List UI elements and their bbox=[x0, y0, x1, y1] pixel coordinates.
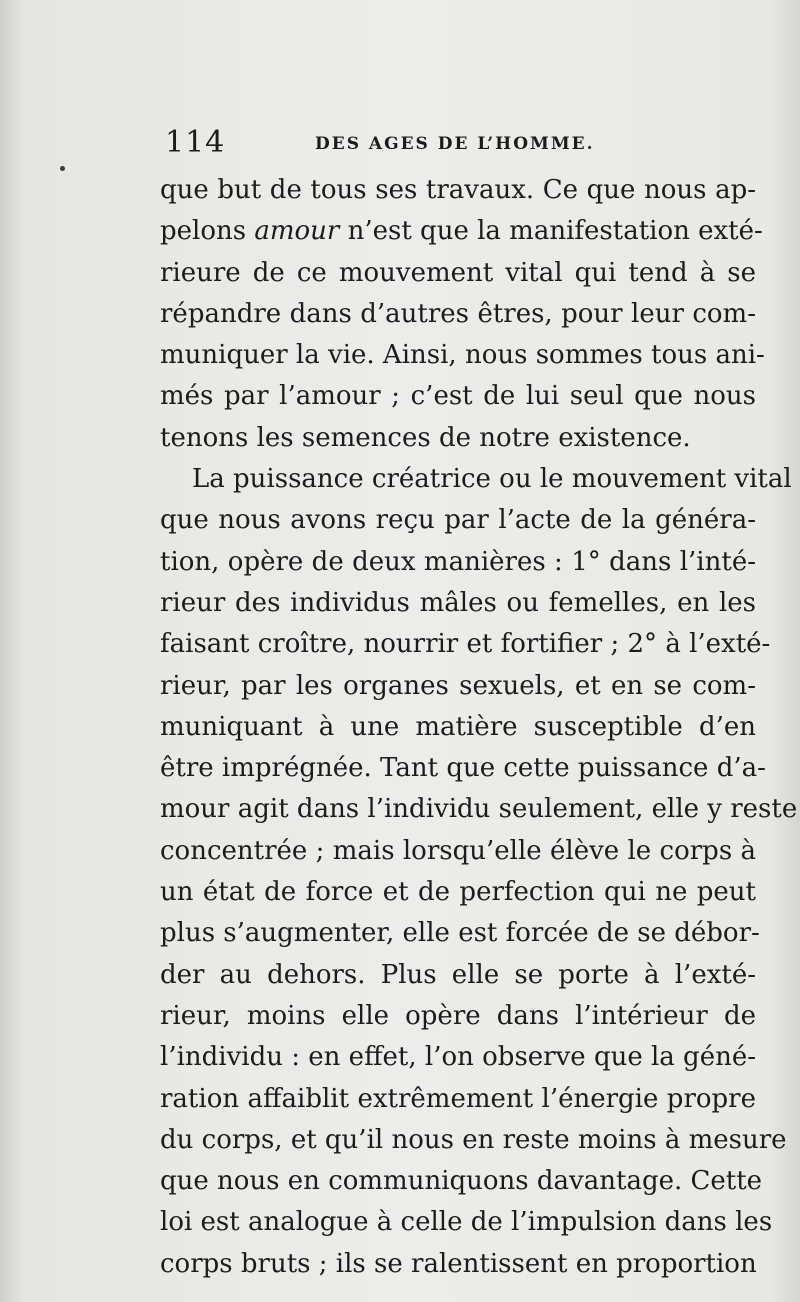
text-line: du corps, et qu’il nous en reste moins à mesure bbox=[160, 1124, 787, 1155]
text-line: un état de force et de perfection qui ne peut bbox=[160, 877, 756, 908]
text-line: plus s’augmenter, elle est forcée de se débor- bbox=[160, 918, 760, 949]
text-line: que nous en communiquons davantage. Cette bbox=[160, 1166, 763, 1197]
text-line: loi est analogue à celle de l’impulsion dans les bbox=[160, 1207, 773, 1238]
text-line: répandre dans d’autres êtres, pour leur com- bbox=[160, 298, 756, 329]
text-line: rieur des individus mâles ou femelles, en les bbox=[160, 587, 756, 618]
text-line: tenons les semences de notre existence. bbox=[160, 422, 691, 453]
text-line: muniquer la vie. Ainsi, nous sommes tous ani- bbox=[160, 340, 765, 371]
text-line: més par l’amour ; c’est de lui seul que nous bbox=[160, 381, 756, 412]
text-line: ration affaiblit extrêmement l’énergie propre bbox=[160, 1083, 756, 1114]
page-number: 114 bbox=[165, 125, 226, 160]
running-title: DES AGES DE L’HOMME. bbox=[315, 134, 595, 154]
text-line: corps bruts ; ils se ralentissent en proportion bbox=[160, 1248, 757, 1279]
text-line: La puissance créatrice ou le mouvement vital bbox=[192, 464, 792, 495]
text-line: faisant croître, nourrir et fortifier ; 2° à l’exté- bbox=[160, 629, 771, 660]
text-line: muniquant à une matière susceptible d’en bbox=[160, 711, 756, 742]
text-line: être imprégnée. Tant que cette puissance d’a- bbox=[160, 753, 766, 784]
text-line: rieur, moins elle opère dans l’intérieur de bbox=[160, 1000, 756, 1031]
body-text bbox=[160, 170, 798, 1285]
ink-speck bbox=[60, 166, 65, 171]
text-line: pelons amour n’est que la manifestation exté- bbox=[160, 216, 763, 247]
text-line: der au dehors. Plus elle se porte à l’exté- bbox=[160, 959, 756, 990]
italic-word: amour bbox=[254, 216, 340, 247]
text-line: concentrée ; mais lorsqu’elle élève le corps à bbox=[160, 835, 756, 866]
text-line: rieure de ce mouvement vital qui tend à se bbox=[160, 257, 756, 288]
text-line: tion, opère de deux manières : 1° dans l’inté- bbox=[160, 546, 756, 577]
text-line: que but de tous ses travaux. Ce que nous ap- bbox=[160, 175, 756, 205]
text-line: que nous avons reçu par l’acte de la généra- bbox=[160, 505, 756, 536]
text-line: mour agit dans l’individu seulement, elle y reste bbox=[160, 794, 798, 825]
text-line: rieur, par les organes sexuels, et en se com- bbox=[160, 670, 756, 701]
text-line: l’individu : en effet, l’on observe que la géné- bbox=[160, 1042, 757, 1073]
